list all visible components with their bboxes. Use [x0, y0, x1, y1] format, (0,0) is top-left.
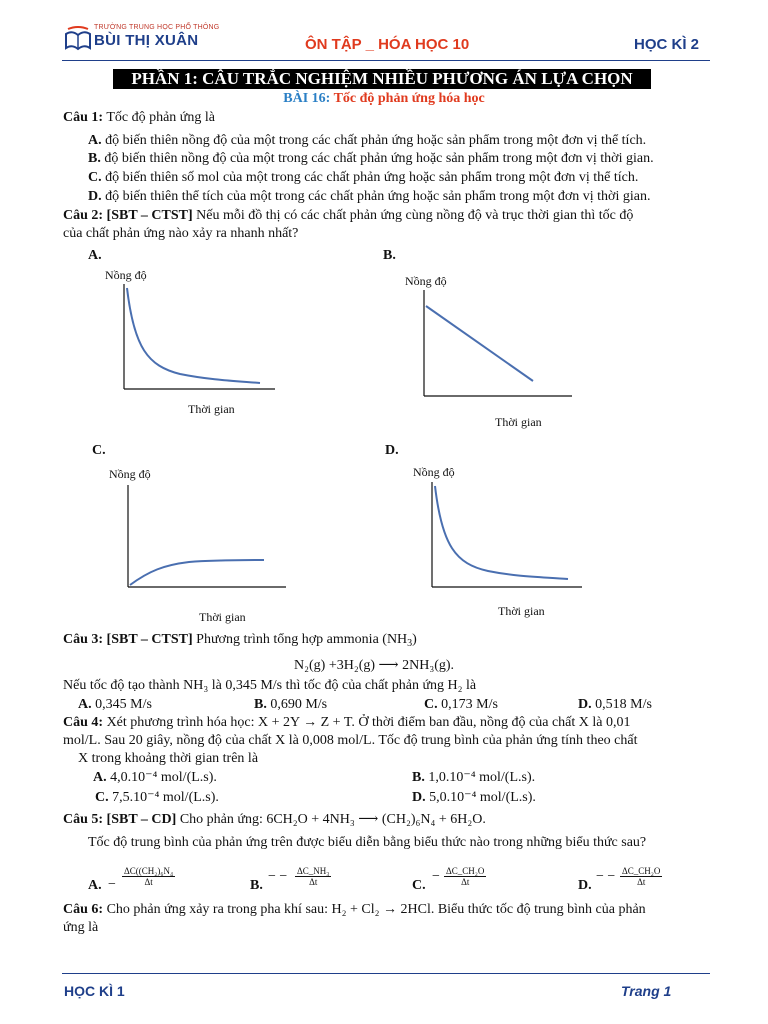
- header-title: ÔN TẬP _ HÓA HỌC 10: [305, 36, 470, 53]
- q4-stem-2: mol/L. Sau 20 giây, nồng độ của chất X là 0,008 mol/L. Tốc độ trung bình của phản ứng tính theo chất: [63, 733, 638, 748]
- school-type: TRƯỜNG TRUNG HỌC PHỔ THÔNG: [94, 24, 220, 31]
- q5-option-a-key: A.: [88, 878, 102, 893]
- option-text: 0,345 M/s: [95, 697, 152, 712]
- q5-option-a-sign: −: [108, 877, 116, 892]
- page-header: [0, 0, 768, 62]
- q1-label: Câu 1:: [63, 110, 104, 125]
- option-key: A.: [93, 770, 107, 785]
- q5-option-b-fraction: [295, 866, 331, 887]
- chart-a-xlabel: Thời gian: [188, 402, 235, 416]
- q5-label: Câu 5: [SBT – CD]: [63, 812, 177, 827]
- header-divider: [62, 60, 710, 61]
- option-text: độ biến thiên nồng độ của một trong các chất phản ứng hoặc sản phẩm trong một đơn vị thể tích.: [105, 133, 647, 148]
- footer-semester: HỌC KÌ 1: [64, 983, 125, 999]
- q3-stem-2: Nếu tốc độ tạo thành NH₃ là 0,345 M/s thì tốc độ của chất phản ứng H₂ là: [63, 678, 477, 693]
- fraction-denominator: Δt: [461, 877, 470, 887]
- q5-option-d-fraction: [620, 866, 662, 887]
- header-semester: HỌC KÌ 2: [634, 36, 700, 53]
- chart-d-ylabel: Nồng độ: [413, 465, 455, 479]
- option-key: B.: [88, 151, 101, 166]
- q1-option-c: [88, 169, 638, 186]
- chart-c-key: C.: [92, 443, 106, 458]
- q1-text: Tốc độ phản ứng là: [106, 110, 215, 125]
- chart-a-key: A.: [88, 248, 102, 263]
- chart-d-xlabel: Thời gian: [498, 604, 545, 618]
- option-text: 4,0.10⁻⁴ mol/(L.s).: [110, 770, 217, 785]
- q5-option-c-fraction: [444, 866, 486, 887]
- q3-option-d: [578, 696, 652, 713]
- option-text: độ biến thiên nồng độ của một trong các chất phản ứng hoặc sản phẩm trong một đơn vị thời gian.: [104, 151, 654, 166]
- q6-stem: [63, 901, 646, 918]
- q5-option-d-sign: − −: [596, 869, 616, 884]
- q1-option-d: [88, 188, 650, 205]
- option-text: 5,0.10⁻⁴ mol/(L.s).: [429, 790, 536, 805]
- chart-b-line: [426, 306, 533, 381]
- fraction-denominator: Δt: [309, 877, 318, 887]
- q3-option-a: [78, 696, 152, 713]
- q3-option-c: [424, 696, 498, 713]
- q2-text-1: Nếu mỗi đồ thị có các chất phản ứng cùng nồng độ và trục thời gian thì tốc độ: [196, 208, 634, 223]
- fraction-numerator: ΔC_CH₂O: [622, 866, 661, 876]
- fraction-numerator: ΔC_NH₃: [297, 866, 330, 876]
- fraction-numerator: ΔC((CH₂)₆N₄: [124, 866, 174, 876]
- q4-option-b: [412, 769, 535, 786]
- chart-a-ylabel: Nồng độ: [105, 268, 147, 282]
- q4-label: Câu 4:: [63, 715, 104, 730]
- option-text: 0,518 M/s: [595, 697, 652, 712]
- chart-a: [100, 262, 280, 422]
- q3-stem: [63, 631, 417, 652]
- chart-b-xlabel: Thời gian: [495, 415, 542, 429]
- option-key: D.: [412, 790, 426, 805]
- option-text: độ biến thiên thể tích của một trong các chất phản ứng hoặc sản phẩm trong một đơn vị thời gian.: [105, 189, 651, 204]
- option-text: 0,690 M/s: [270, 697, 328, 712]
- q4-option-d: [412, 789, 536, 806]
- option-key: A.: [88, 133, 102, 148]
- chart-b-ylabel: Nồng độ: [405, 274, 447, 288]
- q5-option-b-key: B.: [250, 878, 263, 893]
- book-logo-icon: [64, 26, 92, 52]
- chart-a-curve: [127, 288, 260, 383]
- chart-c-ylabel: Nồng độ: [109, 467, 151, 481]
- fraction-denominator: Δt: [144, 877, 153, 887]
- q2-label: Câu 2: [SBT – CTST]: [63, 208, 193, 223]
- chart-b: [400, 268, 580, 436]
- lesson-title: Tốc độ phản ứng hóa học: [333, 91, 485, 106]
- q5-option-c-sign: −: [432, 869, 440, 884]
- option-text: độ biến thiên số mol của một trong các chất phản ứng hoặc sản phẩm trong một đơn vị thể tích.: [105, 170, 639, 185]
- q3-sub: 3: [407, 638, 413, 649]
- q3-text: Phương trình tổng hợp ammonia (NH: [196, 632, 408, 647]
- q4-text-1: Xét phương trình hóa học: X + 2Y → Z + T. Ở thời điểm ban đầu, nồng độ của chất X là 0,01: [106, 715, 631, 730]
- fraction-numerator: ΔC_CH₂O: [446, 866, 485, 876]
- q4-stem-3: X trong khoảng thời gian trên là: [78, 751, 259, 766]
- chart-b-key: B.: [383, 248, 396, 263]
- option-key: D.: [88, 189, 102, 204]
- q3-option-b: [254, 696, 327, 713]
- chart-d: [408, 462, 586, 622]
- q5-stem-2: Tốc độ trung bình của phản ứng trên được biểu diễn bằng biểu thức nào trong những biểu thức sau?: [88, 835, 647, 850]
- school-logo: [64, 22, 224, 58]
- lesson-number: BÀI 16:: [283, 91, 331, 106]
- chart-c: [104, 461, 290, 629]
- option-key: C.: [88, 170, 102, 185]
- q1-stem: [63, 109, 215, 126]
- q4-option-a: [93, 769, 217, 786]
- page-number: Trang 1: [621, 983, 672, 999]
- q6-label: Câu 6:: [63, 902, 104, 917]
- option-text: 0,173 M/s: [441, 697, 498, 712]
- school-name: BÙI THỊ XUÂN: [94, 32, 199, 49]
- q1-option-b: [88, 150, 654, 167]
- part-banner: PHẦN 1: CÂU TRẮC NGHIỆM NHIỀU PHƯƠNG ÁN LỰA CHỌN: [113, 69, 651, 89]
- q2-stem: [63, 207, 633, 224]
- option-key: C.: [95, 790, 109, 805]
- q4-stem: [63, 714, 631, 731]
- q3-equation: N₂(g) +3H₂(g) ⟶ 2NH₃(g).: [294, 658, 455, 673]
- option-key: C.: [424, 697, 438, 712]
- q3-label: Câu 3: [SBT – CTST]: [63, 632, 193, 647]
- q6-stem-2: ứng là: [63, 920, 99, 935]
- q5-option-a-fraction: [122, 866, 175, 887]
- chart-d-key: D.: [385, 443, 399, 458]
- q5-option-c-key: C.: [412, 878, 426, 893]
- q4-option-c: [95, 789, 219, 806]
- footer-divider: [62, 973, 710, 974]
- q5-option-b-sign: − −: [268, 869, 288, 884]
- chart-d-curve: [435, 486, 568, 579]
- option-key: D.: [578, 697, 592, 712]
- lesson-heading: [0, 91, 768, 107]
- option-text: 1,0.10⁻⁴ mol/(L.s).: [428, 770, 536, 785]
- q5-option-d-key: D.: [578, 878, 592, 893]
- q6-text-1: Cho phản ứng xảy ra trong pha khí sau: H₂ + Cl₂ → 2HCl. Biểu thức tốc độ trung bình của phản: [106, 902, 646, 917]
- q5-stem: [63, 811, 486, 828]
- chart-c-curve: [130, 560, 264, 585]
- option-key: B.: [254, 697, 267, 712]
- fraction-denominator: Δt: [637, 877, 646, 887]
- option-key: A.: [78, 697, 92, 712]
- q2-stem-2: của chất phản ứng nào xảy ra nhanh nhất?: [63, 226, 299, 241]
- chart-c-xlabel: Thời gian: [199, 610, 246, 624]
- q5-text: Cho phản ứng: 6CH₂O + 4NH₃ ⟶ (CH₂)₆N₄ + 6H₂O.: [179, 812, 486, 827]
- option-key: B.: [412, 770, 425, 785]
- option-text: 7,5.10⁻⁴ mol/(L.s).: [112, 790, 219, 805]
- q1-option-a: [88, 132, 646, 149]
- q3-text-end: ): [412, 632, 417, 647]
